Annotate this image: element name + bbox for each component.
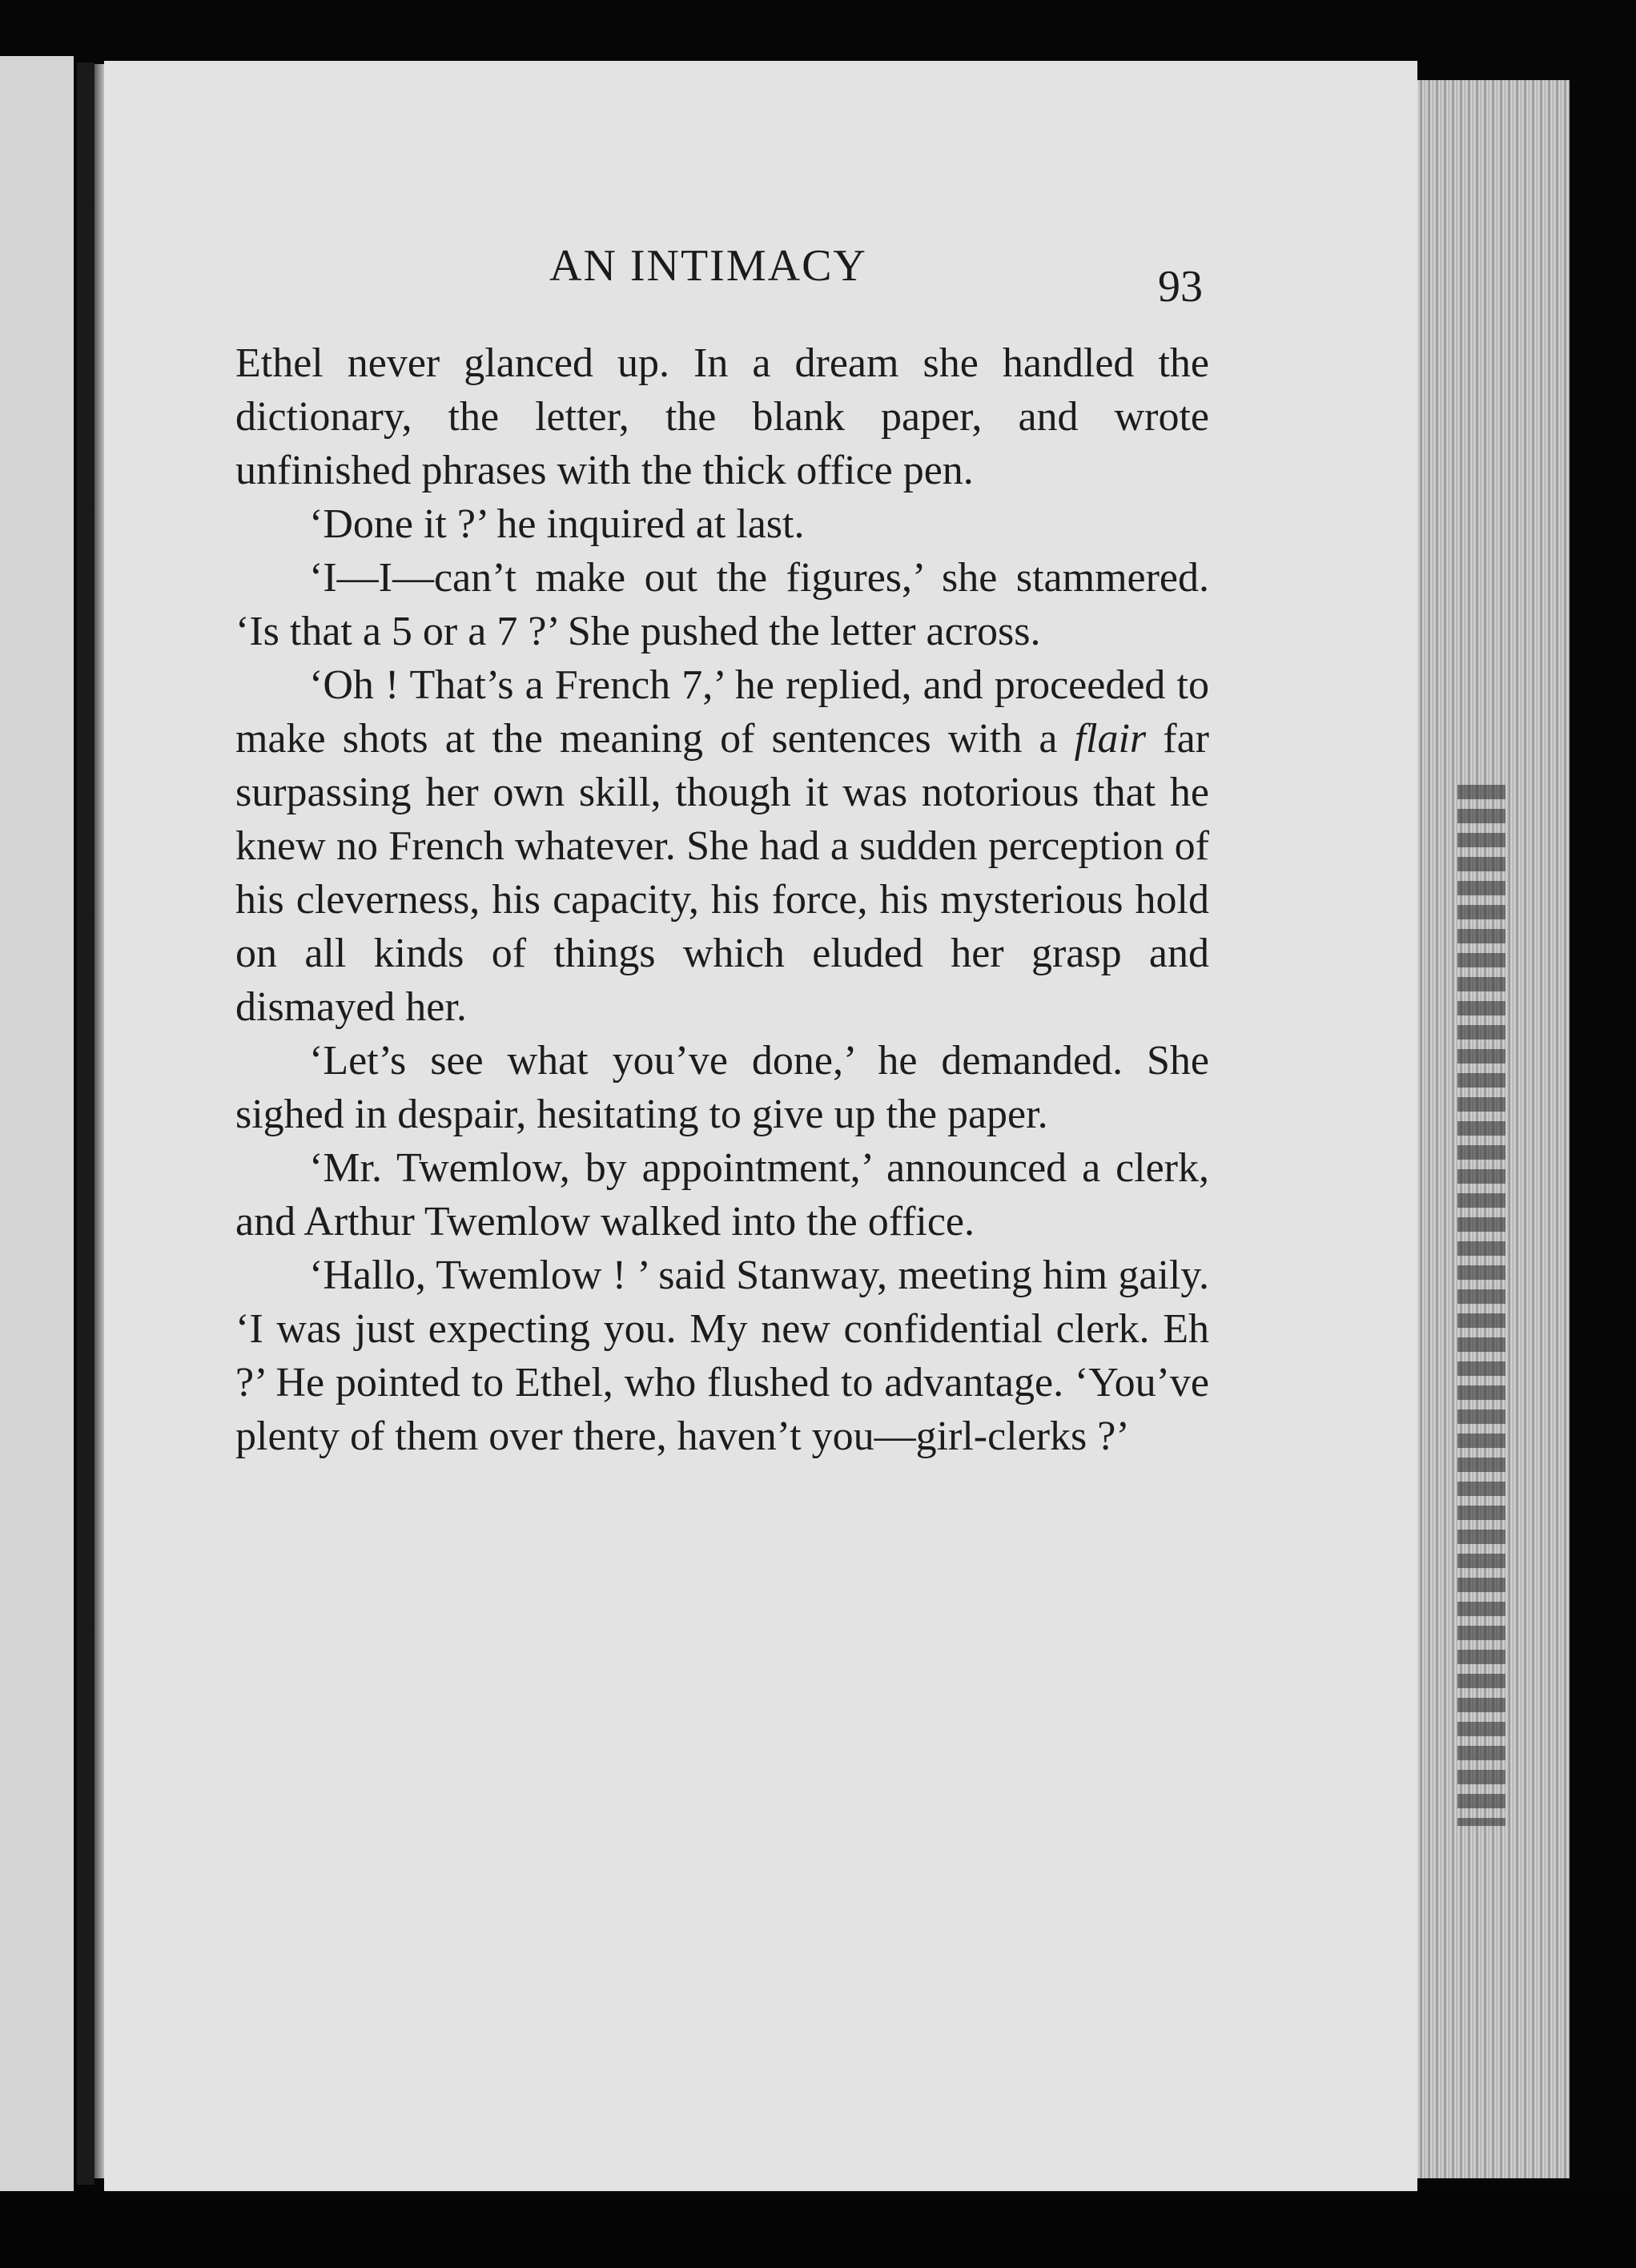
scan-border-bottom <box>0 2191 1636 2268</box>
paragraph <box>235 1249 1209 1463</box>
text-run: Ethel never glanced up. In a dream she handled the dictionary, the letter, the blank paper, and wrote unfinished phrases with the thick office pen. <box>235 340 1209 493</box>
paragraph <box>235 1034 1209 1141</box>
text-run: ‘Oh ! That’s a French 7,’ he replied, and proceeded to make shots at the meaning of sentences with a <box>235 662 1209 762</box>
paragraph <box>235 658 1209 1034</box>
page-number: 93 <box>1158 262 1203 312</box>
text-run: ‘Done it ?’ he inquired at last. <box>309 501 805 547</box>
italic-word: flair <box>1074 716 1147 762</box>
paragraph <box>235 336 1209 497</box>
text-run: ‘Hallo, Twemlow ! ’ said Stanway, meeting him gaily. ‘I was just expecting you. My new confidential clerk. Eh ?’ He pointed to Ethel, who flushed to advantage. ‘You’ve plenty of them over there, haven’t you—girl-clerks ?’ <box>235 1253 1209 1459</box>
text-run: ‘Let’s see what you’ve done,’ he demanded. She sighed in despair, hesitating to give up the paper. <box>235 1038 1209 1137</box>
paragraph <box>235 551 1209 658</box>
page-edge-stamp <box>1457 785 1505 1826</box>
paragraph <box>235 497 1209 551</box>
running-head: AN INTIMACY <box>549 241 867 291</box>
text-run: ‘Mr. Twemlow, by appointment,’ announced a clerk, and Arthur Twemlow walked into the office. <box>235 1145 1209 1245</box>
text-run: far surpassing her own skill, though it was notorious that he knew no French whatever. She had a sudden perception of his cleverness, his capacity, his force, his mysterious hold on all kinds of things which eluded her grasp and dismayed her. <box>235 716 1209 1030</box>
body-text <box>235 336 1209 1463</box>
text-run: ‘I—I—can’t make out the figures,’ she stammered. ‘Is that a 5 or a 7 ?’ She pushed the letter across. <box>235 555 1209 654</box>
paragraph <box>235 1141 1209 1249</box>
book-gutter <box>77 62 94 2185</box>
previous-page-edge <box>0 56 74 2266</box>
